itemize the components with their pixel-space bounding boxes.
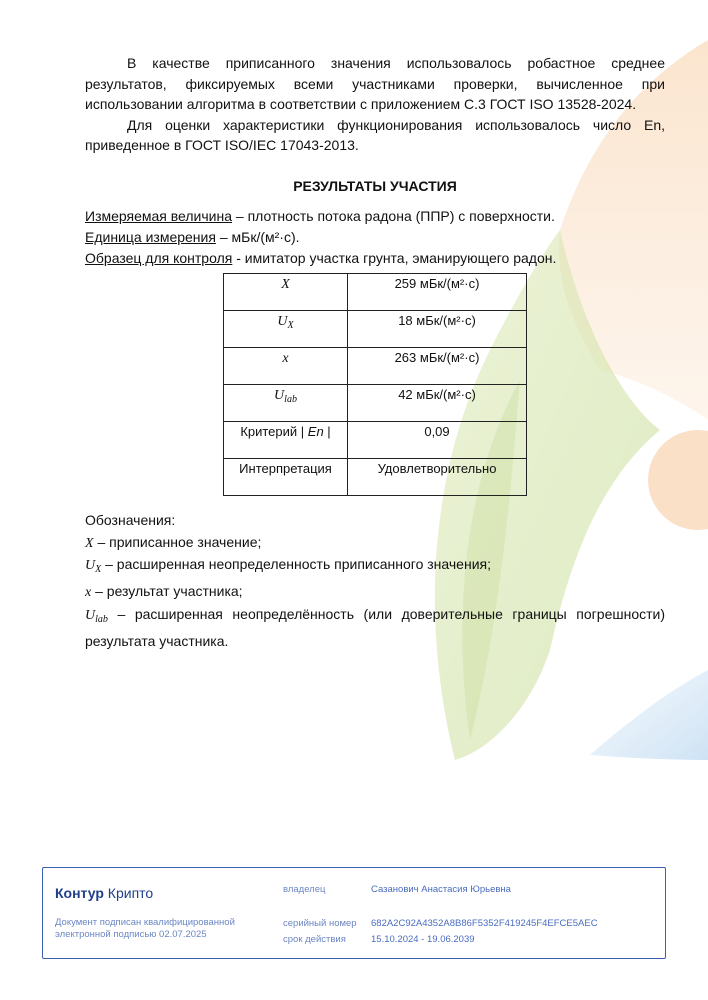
- math-subscript: lab: [95, 613, 108, 625]
- serial-value: 682A2C92A4352A8B86F5352F419245F4EFCE5AEC: [371, 918, 598, 929]
- table-cell-value: 259 мБк/(м²·с): [348, 274, 527, 311]
- legend-item: [85, 554, 665, 581]
- table-cell-criterion: [224, 422, 348, 459]
- table-cell-value: Удовлетворительно: [348, 459, 527, 496]
- table-row: [224, 274, 527, 311]
- math-symbol: x: [282, 351, 289, 366]
- legend-item: [85, 532, 665, 555]
- legend-item: [85, 581, 665, 604]
- paragraph-en-number: Для оценки характеристики функционирования использовалось число Еn, приведенное в ГОСТ ISO/IEC 17043-2013.: [85, 116, 665, 153]
- definition-unit: [85, 227, 665, 248]
- math-subscript: X: [287, 320, 294, 331]
- definition-measurand: [85, 206, 665, 227]
- notation-legend: [85, 510, 665, 652]
- table-cell-value: 42 мБк/(м²·с): [348, 385, 527, 422]
- kontur-logo: [55, 885, 153, 901]
- table-cell-symbol: [224, 385, 348, 422]
- owner-label: владелец: [283, 884, 326, 895]
- legend-text: – результат участника;: [91, 583, 243, 600]
- table-cell-value: 18 мБк/(м²·с): [348, 311, 527, 348]
- table-cell-symbol: [224, 274, 348, 311]
- definition-label: Измеряемая величина: [85, 208, 232, 224]
- legend-item: [85, 604, 665, 652]
- section-heading: РЕЗУЛЬТАТЫ УЧАСТИЯ: [293, 177, 457, 194]
- paragraph-assigned-value: В качестве приписанного значения использовалось робастное среднее результатов, фиксируемых всеми участниками проверки, вычисленное при использовании алгоритма в соответствии с приложением С.3 ГОСТ ISO 13528-2024.: [85, 55, 665, 112]
- definition-text: - имитатор участка грунта, эманирующего радон.: [232, 250, 557, 266]
- serial-label: серийный номер: [283, 918, 357, 929]
- table-row: [224, 348, 527, 385]
- table-cell-value: 263 мБк/(м²·с): [348, 348, 527, 385]
- definition-label: Образец для контроля: [85, 250, 233, 266]
- criterion-bar: |: [323, 424, 331, 439]
- validity-label: срок действия: [283, 934, 346, 945]
- owner-value: Сазанович Анастасия Юрьевна: [371, 884, 511, 895]
- table-row: [224, 311, 527, 348]
- table-row: [224, 385, 527, 422]
- results-table: [223, 273, 527, 496]
- logo-text: Крипто: [103, 885, 154, 901]
- table-cell-symbol: [224, 348, 348, 385]
- legend-text: – приписанное значение;: [93, 533, 262, 550]
- legend-text: – расширенная неопределённость (или доверительные границы погрешности) результата участника.: [85, 605, 665, 649]
- math-symbol: x: [85, 585, 92, 601]
- table-cell-label: Интерпретация: [224, 459, 348, 496]
- table-row: [224, 422, 527, 459]
- definition-label: Единица измерения: [85, 229, 216, 245]
- table-row: [224, 459, 527, 496]
- legend-title: Обозначения:: [85, 512, 176, 528]
- table-cell-value: 0,09: [348, 422, 527, 459]
- legend-text: – расширенная неопределенность приписанного значения;: [101, 556, 491, 573]
- math-symbol: X: [85, 535, 94, 551]
- criterion-symbol: En: [307, 424, 324, 439]
- definition-text: – плотность потока радона (ППР) с поверхности.: [232, 208, 555, 224]
- signed-note: Документ подписан квалифицированной электронной подписью 02.07.2025: [55, 917, 235, 940]
- signature-stamp: [42, 867, 666, 959]
- logo-text-bold: Контур: [55, 885, 104, 901]
- definition-sample: [85, 248, 665, 269]
- math-subscript: lab: [284, 394, 297, 405]
- validity-value: 15.10.2024 - 19.06.2039: [371, 934, 475, 945]
- criterion-label: Критерий |: [240, 424, 308, 439]
- math-symbol: U: [277, 314, 288, 329]
- math-symbol: U: [274, 388, 285, 403]
- math-symbol: X: [281, 277, 290, 292]
- blue-shape: [590, 670, 708, 760]
- definition-text: – мБк/(м²·с).: [215, 229, 300, 245]
- math-symbol: U: [85, 607, 96, 623]
- math-symbol: U: [85, 558, 96, 574]
- body-text: [85, 53, 665, 269]
- math-subscript: X: [95, 564, 102, 576]
- table-cell-symbol: [224, 311, 348, 348]
